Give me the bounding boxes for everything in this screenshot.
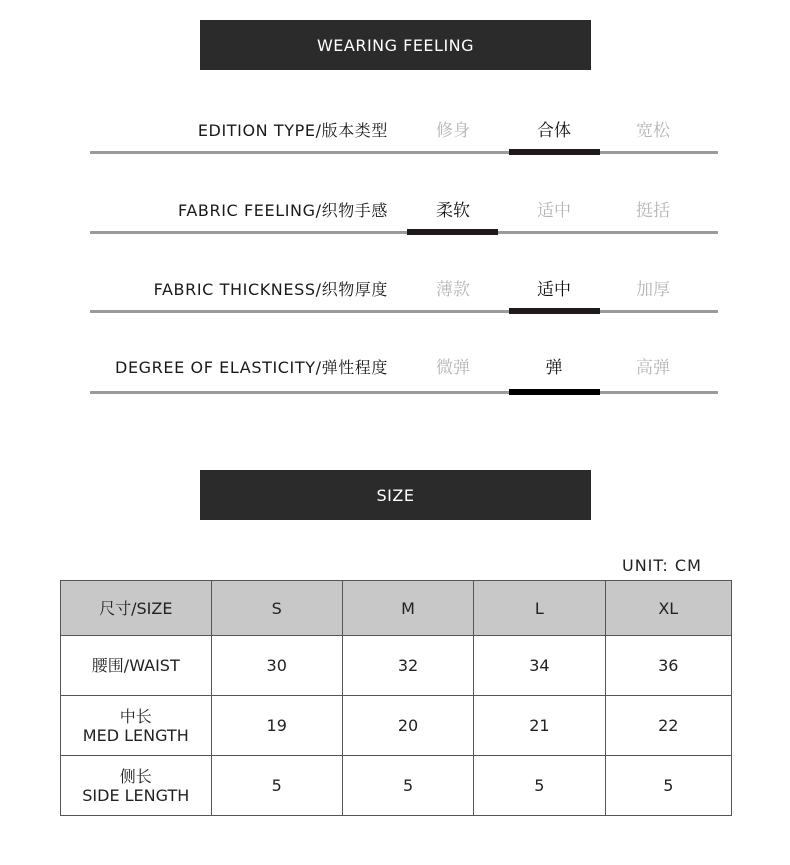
size-table [60,580,732,816]
header-cell: XL [605,581,731,636]
header-cell: 尺寸/SIZE [61,581,212,636]
table-row [61,696,732,756]
feel-row-fabric-feeling [90,201,718,261]
table-cell: 22 [605,696,731,756]
table-cell: 5 [342,756,473,816]
feel-option: 高弹 [636,358,670,378]
table-cell: 32 [342,636,473,696]
selection-indicator [509,389,600,395]
table-header-row [61,581,732,636]
table-row [61,636,732,696]
feel-label: DEGREE OF ELASTICITY/弹性程度 [115,358,388,377]
row-label: 中长 MED LENGTH [61,696,212,756]
feel-option: 适中 [537,201,571,221]
scale-line [90,151,718,154]
header-cell: S [211,581,342,636]
scale-line [90,231,718,234]
header-cell: M [342,581,473,636]
unit-label: UNIT: CM [622,556,702,575]
table-cell: 30 [211,636,342,696]
feel-option-selected: 柔软 [436,201,470,221]
feel-option: 加厚 [636,280,670,300]
feel-row-edition-type [90,121,718,181]
feel-option: 宽松 [636,121,670,141]
wearing-feeling-title: WEARING FEELING [316,35,475,55]
feel-row-elasticity [90,358,718,418]
feel-label: FABRIC THICKNESS/织物厚度 [153,280,388,299]
feel-option-selected: 适中 [537,280,571,300]
size-banner [200,470,591,520]
table-cell: 34 [474,636,605,696]
table-cell: 19 [211,696,342,756]
table-row [61,756,732,816]
selection-indicator [509,149,600,155]
row-label: 侧长 SIDE LENGTH [61,756,212,816]
wearing-feeling-banner [200,20,591,70]
table-cell: 20 [342,696,473,756]
feel-label: EDITION TYPE/版本类型 [197,121,388,140]
table-cell: 21 [474,696,605,756]
selection-indicator [509,308,600,314]
feel-option: 挺括 [636,201,670,221]
row-label: 腰围/WAIST [61,636,212,696]
header-cell: L [474,581,605,636]
table-cell: 36 [605,636,731,696]
feel-option: 修身 [436,121,470,141]
feel-option: 微弹 [436,358,470,378]
feel-option: 薄款 [436,280,470,300]
feel-label: FABRIC FEELING/织物手感 [178,201,388,220]
table-cell: 5 [605,756,731,816]
table-cell: 5 [474,756,605,816]
scale-line [90,391,718,394]
feel-option-selected: 弹 [545,358,563,378]
feel-option-selected: 合体 [537,121,571,141]
table-cell: 5 [211,756,342,816]
size-title: SIZE [376,485,415,505]
scale-line [90,310,718,313]
feel-row-fabric-thickness [90,280,718,340]
selection-indicator [407,229,498,235]
